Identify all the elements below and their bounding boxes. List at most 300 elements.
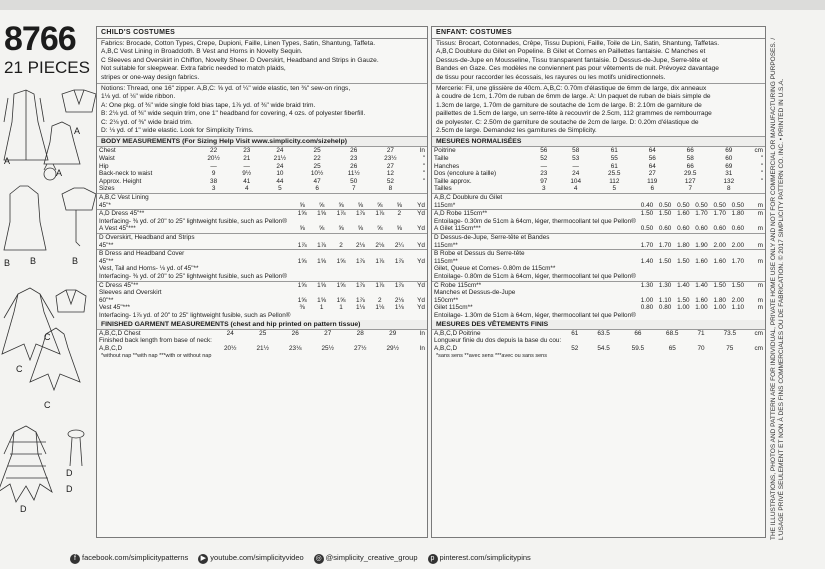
- size-value: [370, 234, 389, 242]
- unit: In: [419, 147, 425, 155]
- size-value: [638, 250, 656, 258]
- row-label: C Robe 115cm**: [432, 281, 638, 289]
- view-c-dress-front: [2, 288, 60, 360]
- size-value: 0.50: [677, 201, 690, 209]
- size-value: [729, 194, 747, 202]
- size-value: 1.80: [729, 210, 747, 218]
- size-value: [312, 312, 331, 320]
- size-value: 27: [324, 329, 332, 337]
- figure-label: B: [72, 256, 79, 266]
- size-value: 68.5: [666, 329, 679, 337]
- size-value: 2.00: [713, 241, 726, 249]
- size-value: 1⅝: [317, 257, 327, 265]
- pinterest-icon: p: [428, 554, 438, 564]
- size-value: [711, 312, 729, 320]
- size-value: [656, 265, 674, 273]
- french-body-title: MESURES NORMALISÉES: [432, 137, 765, 147]
- size-value: [351, 194, 370, 202]
- size-value: 1.60: [713, 257, 726, 265]
- french-fabrics: Tissus: Brocart, Cotonnades, Crêpe, Tissu Dupioni, Faille, Toile de Lin, Satin, Shantung, Taffetas. A,B,C Doublure du Gilet en Popeline. B Gilet et Cornes en Paillettes fantaisie. C Manches et Dessus-de-Jupe en Mousseline, Tissu transparent fantaisie. D Dessus-de-Jupe, Serre-tête et Bandes en Gaze. Ces modèles ne conviennent pas pour vêtements de nuit. Prévoyez davantage de tissu pour raccorder les écossais, les rayures ou les motifs unidirectionnels.: [432, 39, 765, 84]
- size-value: [638, 218, 656, 226]
- size-value: [390, 218, 409, 226]
- size-value: 1⅝: [297, 257, 307, 265]
- size-value: 1.30: [638, 281, 656, 289]
- size-value: [246, 337, 279, 345]
- table-row: [432, 178, 765, 186]
- size-value: 1⅞: [370, 210, 389, 218]
- figure-label: D: [66, 484, 73, 494]
- piece-count: 21 PIECES: [4, 58, 90, 77]
- french-finished-title: MESURES DES VÊTEMENTS FINIS: [432, 320, 765, 330]
- size-value: [656, 234, 674, 242]
- size-value: [711, 234, 729, 242]
- size-value: [331, 194, 350, 202]
- table-row: [432, 258, 765, 266]
- unit: [747, 337, 765, 345]
- size-value: ⅝: [318, 201, 325, 209]
- size-value: 2⅛: [375, 241, 385, 249]
- size-value: [656, 273, 674, 281]
- table-row: [432, 170, 765, 178]
- size-value: 3: [541, 185, 546, 193]
- size-value: [312, 273, 331, 281]
- table-row: [432, 234, 765, 242]
- size-value: 1⅞: [355, 296, 365, 304]
- figure-label: C: [16, 364, 23, 374]
- size-value: [692, 218, 710, 226]
- english-finished-table: [97, 330, 427, 353]
- size-value: [674, 250, 692, 258]
- unit: [409, 234, 427, 242]
- size-value: [311, 337, 344, 345]
- row-label: C Dress 45"**: [97, 281, 293, 289]
- french-title: ENFANT: COSTUMES: [432, 27, 765, 39]
- social-text: youtube.com/simplicityvideo: [210, 553, 304, 562]
- size-value: [729, 250, 747, 258]
- unit: In: [419, 344, 425, 352]
- size-value: 2¼: [394, 241, 404, 249]
- size-value: 27: [648, 170, 656, 178]
- size-value: [729, 218, 747, 226]
- table-row: [432, 218, 765, 226]
- size-value: 24: [572, 170, 580, 178]
- size-value: 6: [315, 185, 319, 193]
- size-value: ⅝: [338, 201, 344, 209]
- size-value: [390, 234, 409, 242]
- size-value: [638, 289, 656, 297]
- size-value: 1.00: [713, 304, 726, 312]
- row-label: A Gilet 115cm***: [434, 225, 481, 233]
- size-value: 8: [388, 185, 393, 193]
- table-row: [97, 304, 427, 312]
- size-value: [312, 250, 331, 258]
- size-value: 132: [723, 177, 735, 185]
- size-value: 5: [612, 185, 617, 193]
- size-value: 66: [686, 147, 694, 155]
- facebook-icon: f: [70, 554, 80, 564]
- size-value: 1⅞: [297, 241, 307, 249]
- unit: ": [760, 177, 763, 185]
- table-row: [97, 273, 427, 281]
- unit: [747, 250, 765, 258]
- size-value: 1.10: [658, 296, 672, 304]
- size-value: 0.50: [731, 201, 745, 209]
- table-row: [432, 155, 765, 163]
- row-label: Taille approx.: [434, 177, 472, 185]
- size-value: [293, 312, 312, 320]
- row-label: Sizes: [99, 185, 115, 193]
- size-value: 2: [390, 210, 409, 218]
- size-value: 53: [572, 155, 580, 163]
- row-label: Taille: [434, 155, 449, 163]
- size-value: [293, 234, 312, 242]
- size-value: 1.50: [656, 210, 674, 218]
- view-a-vest: [62, 90, 96, 112]
- english-footnote: *without nap **with nap ***with or without nap: [101, 353, 212, 360]
- size-value: 2.00: [731, 241, 745, 249]
- social-link[interactable]: [314, 553, 418, 564]
- row-label: Interfacing- ⅜ yd. of 20" to 25" lightweight fusible, such as Pellon®: [99, 272, 287, 280]
- size-value: [293, 273, 312, 281]
- french-finished-table: [432, 330, 765, 353]
- row-label: 45"*: [99, 201, 111, 209]
- unit: [747, 289, 765, 297]
- size-value: 24: [226, 329, 234, 337]
- row-label: Interfacing- ⅜ yd. of 20" to 25" lightweight fusible, such as Pellon®: [99, 217, 287, 225]
- size-value: 1⅝: [312, 210, 331, 218]
- table-row: [97, 242, 427, 250]
- size-value: ⅝: [377, 201, 383, 209]
- unit: Yd: [417, 257, 425, 265]
- size-value: [331, 250, 350, 258]
- row-label: A,B,C,D Chest: [99, 329, 141, 337]
- size-value: [638, 194, 656, 202]
- size-value: 1⅝: [331, 281, 350, 289]
- table-row: [432, 330, 765, 338]
- size-value: [711, 194, 729, 202]
- table-row: [432, 194, 765, 202]
- size-value: [331, 265, 350, 273]
- size-value: 63.5: [597, 329, 610, 337]
- garment-sketches: [0, 82, 104, 512]
- table-row: [97, 155, 427, 163]
- unit: ": [422, 162, 425, 170]
- row-label: B Robe et Dessus du Serre-tête: [432, 250, 638, 258]
- size-value: 1.40: [692, 281, 710, 289]
- size-value: [370, 289, 389, 297]
- size-value: 54.5: [597, 344, 610, 352]
- size-value: 47: [313, 177, 321, 185]
- size-value: 61: [571, 329, 579, 337]
- table-row: [432, 163, 765, 171]
- size-value: 1⅞: [375, 257, 385, 265]
- table-row: [97, 345, 427, 353]
- size-value: 24: [276, 147, 284, 155]
- size-value: 0.80: [658, 304, 672, 312]
- size-value: [351, 289, 370, 297]
- size-value: 3: [211, 185, 216, 193]
- row-label: 45"**: [99, 241, 114, 249]
- size-value: 104: [570, 177, 582, 185]
- unit: m: [757, 201, 763, 209]
- size-value: [390, 289, 409, 297]
- table-row: [432, 281, 765, 289]
- size-value: 70: [697, 344, 705, 352]
- size-value: 29: [389, 329, 397, 337]
- size-value: 66: [634, 329, 642, 337]
- view-d-dress-front: [0, 426, 52, 502]
- unit: [747, 218, 765, 226]
- size-value: [351, 273, 370, 281]
- size-value: 0.60: [658, 225, 672, 233]
- instagram-icon: ◎: [315, 555, 322, 562]
- social-link[interactable]: [428, 553, 531, 564]
- unit: [747, 273, 765, 281]
- size-value: 2: [339, 241, 343, 249]
- size-value: 22: [210, 147, 218, 155]
- social-link[interactable]: [70, 553, 188, 564]
- size-value: 1.50: [711, 281, 729, 289]
- row-label: Back-neck to waist: [99, 170, 153, 178]
- size-value: ⅝: [357, 201, 364, 209]
- size-value: 0.60: [713, 225, 726, 233]
- size-value: [674, 273, 692, 281]
- row-label: A,B,C Vest Lining: [97, 194, 293, 202]
- size-value: [692, 265, 710, 273]
- row-label: Interfacing- 1⅞ yd. of 20" to 25" lightweight fusible, such as Pellon®: [99, 311, 291, 319]
- size-value: 27½: [353, 344, 367, 352]
- size-value: [711, 273, 729, 281]
- size-value: [656, 218, 674, 226]
- unit: m: [757, 241, 763, 249]
- row-label: 45"**: [99, 257, 114, 265]
- unit: [409, 337, 427, 345]
- size-value: [713, 337, 747, 345]
- size-value: ⅝: [299, 225, 305, 233]
- size-value: 1⅞: [370, 281, 389, 289]
- row-label: Hanches: [434, 162, 460, 170]
- size-value: [711, 250, 729, 258]
- table-row: [97, 330, 427, 338]
- social-link[interactable]: [198, 553, 303, 564]
- size-value: 52: [571, 344, 579, 352]
- size-value: 1⅞: [394, 257, 404, 265]
- table-row: [97, 337, 427, 345]
- size-value: 10½: [310, 170, 324, 178]
- english-title: CHILD'S COSTUMES: [97, 27, 427, 39]
- unit: ": [422, 170, 425, 178]
- unit: [747, 185, 765, 193]
- size-value: [351, 250, 370, 258]
- table-row: [97, 202, 427, 210]
- size-value: 65: [668, 344, 676, 352]
- view-a-dress-front: [4, 90, 48, 160]
- garment-sketches-svg: [0, 82, 104, 512]
- size-value: 1⅝: [312, 281, 331, 289]
- size-value: 55: [610, 155, 618, 163]
- size-value: 58: [686, 155, 694, 163]
- size-value: 1.10: [731, 304, 745, 312]
- size-value: 66: [686, 162, 694, 170]
- size-value: 1.80: [677, 241, 690, 249]
- unit: [409, 185, 427, 193]
- size-value: 1.40: [674, 281, 692, 289]
- size-value: 11½: [347, 170, 360, 178]
- table-row: [432, 185, 765, 193]
- size-value: [390, 312, 409, 320]
- size-value: 56: [648, 155, 656, 163]
- side-fine-print: [770, 20, 820, 540]
- size-value: ⅝: [357, 225, 364, 233]
- size-value: ⅜: [299, 304, 305, 312]
- figure-label: C: [44, 400, 51, 410]
- size-value: 29.5: [683, 170, 697, 178]
- size-value: [312, 234, 331, 242]
- size-value: 1⅝: [293, 210, 312, 218]
- row-label: A,D Robe 115cm**: [432, 210, 638, 218]
- size-value: [692, 289, 710, 297]
- size-value: 38: [210, 177, 218, 185]
- size-value: 1.50: [677, 296, 690, 304]
- social-text: pinterest.com/simplicitypins: [439, 553, 531, 562]
- size-value: 29½: [386, 344, 399, 352]
- unit: [409, 265, 427, 273]
- row-label: 115cm**: [434, 241, 458, 249]
- size-value: 10: [276, 170, 284, 178]
- row-label: Sleeves and Overskirt: [99, 289, 162, 297]
- unit: Yd: [417, 241, 425, 249]
- table-row: [432, 202, 765, 210]
- side-text: THE ILLUSTRATIONS, PHOTOS AND PATTERN ARE FOR INDIVIDUAL, PRIVATE HOME USE ONLY AND NOT FOR COMMERCIAL OR MANUFACTURING PURPOSES. / L'USAGE PRIVÉ SEULEMENT ET NON À DES FINS COMMERCIALES OU DE FABRICATION. © 2017 SIMPLICITY PATTERN CO. INC. • PRINTED IN U.S.A.: [770, 37, 785, 540]
- size-value: [729, 273, 747, 281]
- size-value: 127: [684, 177, 696, 185]
- size-value: 2⅛: [394, 296, 404, 304]
- size-value: [638, 265, 656, 273]
- row-label: Hip: [99, 162, 109, 170]
- table-row: [97, 218, 427, 226]
- unit: Yd: [417, 304, 425, 312]
- envelope-edge: [0, 0, 825, 10]
- figure-label: A: [4, 156, 11, 166]
- size-value: 75: [726, 344, 734, 352]
- english-yardage-table: [97, 193, 427, 320]
- size-value: [656, 312, 674, 320]
- unit: Yd: [417, 296, 425, 304]
- size-value: 1: [339, 304, 343, 312]
- row-label: D Dessus-de-Jupe, Serre-tête et Bandes: [432, 234, 638, 242]
- size-value: [351, 218, 370, 226]
- size-value: 1⅛: [394, 304, 404, 312]
- view-c-vest: [56, 290, 86, 312]
- size-value: 1.90: [695, 241, 708, 249]
- size-value: 0.60: [731, 225, 745, 233]
- size-value: [293, 218, 312, 226]
- view-c-dress-back: [30, 328, 80, 390]
- size-value: 52: [386, 177, 394, 185]
- row-label: Entoilage- 0.30m de 51cm à 64cm, léger, thermocollant tel que Pellon®: [434, 217, 636, 225]
- table-row: [432, 312, 765, 320]
- size-value: [674, 194, 692, 202]
- size-value: 4: [573, 185, 578, 193]
- size-value: 22: [313, 155, 321, 163]
- size-value: [655, 337, 689, 345]
- table-row: [432, 297, 765, 305]
- size-value: 21½: [256, 344, 269, 352]
- row-label: 150cm**: [434, 296, 459, 304]
- table-row: [432, 250, 765, 258]
- unit: ": [760, 170, 763, 178]
- row-label: Finished back length from base of neck:: [99, 337, 212, 345]
- size-value: 4: [244, 185, 249, 193]
- unit: Yd: [409, 281, 427, 289]
- size-value: 0.80: [640, 304, 654, 312]
- size-value: [293, 194, 312, 202]
- size-value: [711, 265, 729, 273]
- table-row: [97, 194, 427, 202]
- english-notions: Notions: Thread, one 16" zipper. A,B,C: ⅝ yd. of ¼" wide elastic, ten ⅜" sew-on rings, 1⅛ yd. of ⅛" wide ribbon. A: One pkg. of ⅜" wide single fold bias tape, 1⅞ yd. of ⅜" wide braid trim. B: 2⅛ yd. of ⅜" wide sequin trim, one 1" headband for covering, 4 ozs. of polyester fiberfill. C: 2⅛ yd. of ⅜" wide braid trim. D: ⅛ yd. of 1" wide elastic. Look for Simplicity Trims.: [97, 84, 427, 137]
- size-value: ⅝: [299, 201, 305, 209]
- size-value: [729, 234, 747, 242]
- row-label: Vest, Tail and Horns- ⅛ yd. of 45"**: [99, 265, 199, 273]
- table-row: [97, 234, 427, 242]
- row-label: 115cm**: [434, 257, 458, 265]
- row-label: A,B,C,D Poitrine: [434, 329, 481, 337]
- row-label: B Dress and Headband Cover: [97, 250, 293, 258]
- size-value: 1: [319, 304, 324, 312]
- size-value: [656, 194, 674, 202]
- french-body-table: [432, 147, 765, 193]
- table-row: [432, 147, 765, 155]
- size-value: 69: [725, 147, 733, 155]
- table-row: [432, 225, 765, 233]
- size-value: [563, 337, 586, 345]
- table-row: [97, 163, 427, 171]
- row-label: Waist: [99, 155, 115, 163]
- row-label: Approx. Height: [99, 177, 142, 185]
- size-value: 1⅛: [375, 304, 385, 312]
- size-value: 0.50: [695, 201, 708, 209]
- size-value: [711, 289, 729, 297]
- size-value: 1.70: [658, 241, 672, 249]
- unit: [409, 218, 427, 226]
- size-value: 1.50: [677, 257, 690, 265]
- size-value: [214, 337, 247, 345]
- table-row: [97, 250, 427, 258]
- size-value: 25: [259, 329, 267, 337]
- size-value: [729, 265, 747, 273]
- size-value: [312, 194, 331, 202]
- english-body-table: [97, 147, 427, 193]
- size-value: [390, 265, 409, 273]
- size-value: [689, 337, 712, 345]
- size-value: 23: [540, 170, 548, 178]
- table-row: [97, 170, 427, 178]
- size-value: ⅝: [318, 225, 325, 233]
- size-value: [376, 337, 409, 345]
- figure-label: B: [4, 258, 11, 268]
- size-value: 2: [378, 296, 382, 304]
- unit: ": [422, 155, 425, 163]
- unit: Yd: [417, 201, 425, 209]
- size-value: 41: [243, 177, 251, 185]
- row-label: A,B,C,D: [434, 344, 458, 352]
- size-value: 1⅞: [351, 210, 370, 218]
- unit: m: [757, 257, 763, 265]
- size-value: 23: [243, 147, 251, 155]
- size-value: 58: [572, 147, 580, 155]
- size-value: 0.60: [677, 225, 690, 233]
- size-value: 2.00: [731, 296, 745, 304]
